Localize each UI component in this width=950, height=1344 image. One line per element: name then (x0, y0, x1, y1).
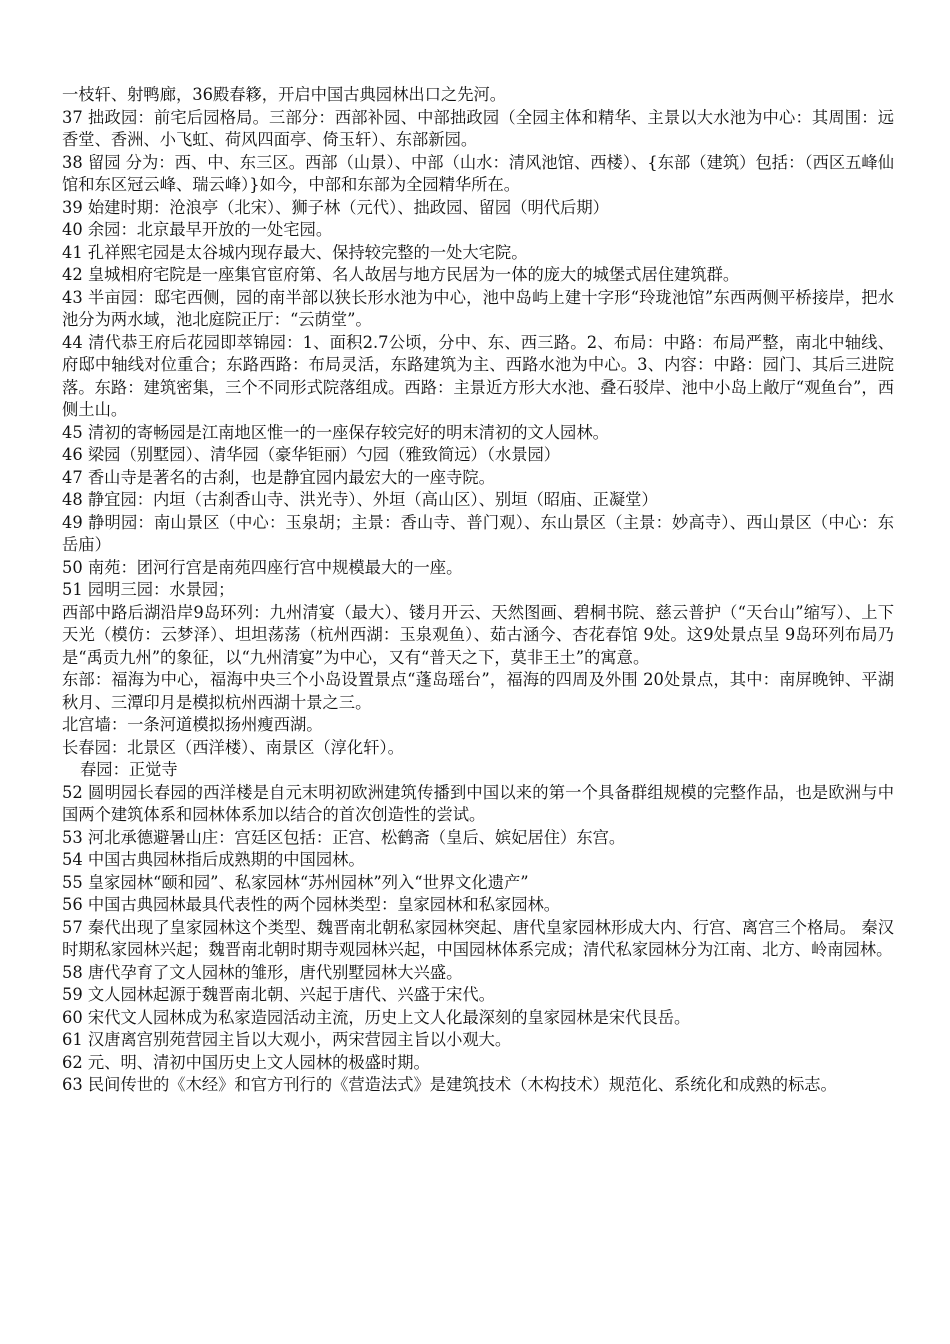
item-62-yuan-ming-qing: 62 元、明、清初中国历史上文人园林的极盛时期。 (62, 1052, 430, 1072)
item-49-jingming-garden: 49 静明园：南山景区（中心：玉泉胡；主景：香山寺、普门观）、东山景区（主景：妙高寺）、西山景区（中心：东岳庙） (62, 512, 894, 554)
item-50-nanyuan: 50 南苑：团河行宫是南苑四座行宫中规模最大的一座。 (62, 557, 463, 577)
item-38-liu-garden: 38 留园 分为：西、中、东三区。西部（山景）、中部（山水：清风池馆、西楼）、{东部（建筑）包括：（西区五峰仙馆和东区冠云峰、瑞云峰）}如今，中部和东部为全园精华所在。 (62, 152, 894, 194)
item-56-garden-types: 56 中国古典园林最具代表性的两个园林类型：皇家园林和私家园林。 (62, 895, 561, 914)
item-51-yuanming-gardens: 51 园明三园：水景园； (62, 580, 235, 599)
item-63-building-techniques: 63 民间传世的《木经》和官方刊行的《营造法式》是建筑技术（木构技术）规范化、系统化和成熟的标志。 (62, 1075, 837, 1094)
item-52-western-buildings: 52 圆明园长春园的西洋楼是自元末明初欧洲建筑传播到中国以来的第一个具备群组规模的完整作品，也是欧洲与中国两个建筑体系和园林体系加以结合的首次创造性的尝试。 (62, 782, 894, 824)
item-51-north-wall: 北宫墙：一条河道模拟扬州瘦西湖。 (62, 715, 323, 734)
item-45-jichang-garden: 45 清初的寄畅园是江南地区惟一的一座保存较完好的明末清初的文人园林。 (62, 422, 609, 442)
item-42-huangcheng-xiangfu: 42 皇城相府宅院是一座集官宦府第、名人故居与地方民居为一体的庞大的城堡式居住建筑群。 (62, 265, 740, 284)
item-51-west-section: 西部中路后湖沿岸9岛环列：九州清宴（最大）、镂月开云、天然图画、碧桐书院、慈云普护（“天台山”缩写）、上下天光（模仿：云梦泽）、坦坦荡荡（杭州西湖：玉泉观鱼）、茹古涵今、杏花春馆 9处。这9处景点呈 9岛环列布局乃是“禹贡九州”的象征，以“九州清宴”为中心，又有“普天之下，莫非王土”的寓意。 (62, 602, 894, 667)
item-55-world-heritage: 55 皇家园林“颐和园”、私家园林“苏州园林”列入“世界文化遗产” (62, 872, 529, 892)
item-53-chengde-resort: 53 河北承德避暑山庄：宫廷区包括：正宫、松鹤斋（皇后、嫔妃居住）东宫。 (62, 827, 626, 847)
item-51-east-section: 东部：福海为中心，福海中央三个小岛设置景点“蓬岛瑶台”，福海的四周及外围 20处景点，其中：南屏晚钟、平湖秋月、三潭印月是模拟杭州西湖十景之三。 (62, 670, 894, 712)
item-57-history: 57 秦代出现了皇家园林这个类型、魏晋南北朝私家园林突起、唐代皇家园林形成大内、行宫、离宫三个格局。 秦汉时期私家园林兴起；魏晋南北朝时期寺观园林兴起，中国园林体系完成；清代私家园林分为江南、北方、岭南园林。 (62, 917, 894, 959)
item-46-gardens: 46 梁园（别墅园）、清华园（豪华钜丽）勺园（雅致简远）（水景园） (62, 445, 561, 464)
item-40-yu-garden: 40 余园：北京最早开放的一处宅园。 (62, 220, 333, 239)
item-41-kong-xiangxi-garden: 41 孔祥熙宅园是太谷城内现存最大、保持较完整的一处大宅院。 (62, 242, 528, 262)
item-47-xiangshan-temple: 47 香山寺是著名的古刹，也是静宜园内最宏大的一座寺院。 (62, 467, 495, 487)
item-37-zhuozheng-garden: 37 拙政园：前宅后园格局。三部分：西部补园、中部拙政园（全园主体和精华、主景以大水池为中心：其周围：远香堂、香洲、小飞虹、荷风四面亭、倚玉轩）、东部新园。 (62, 107, 894, 149)
item-51-changchun-garden: 长春园：北景区（西洋楼）、南景区（淳化轩）。 (62, 737, 404, 757)
item-60-song-dynasty: 60 宋代文人园林成为私家造园活动主流，历史上文人化最深刻的皇家园林是宋代艮岳。 (62, 1007, 691, 1027)
item-39-founding-periods: 39 始建时期：沧浪亭（北宋）、狮子林（元代）、拙政园、留园（明代后期） (62, 197, 609, 217)
item-44-gongwangfu-garden: 44 清代恭王府后花园即萃锦园：1、面积2.7公顷，分中、东、西三路。2、布局：中路：布局严整，南北中轴线、府邸中轴线对位重合；东路西路：布局灵活，东路建筑为主、西路水池为中心。3、内容：中路：园门、其后三进院落。东路：建筑密集，三个不同形式院落组成。西路：主景近方形大水池、叠石驳岸、池中小岛上敞厅“观鱼台”，西侧土山。 (62, 332, 894, 419)
item-54-classical-gardens: 54 中国古典园林指后成熟期的中国园林。 (62, 850, 365, 869)
item-43-banmu-garden: 43 半亩园：邸宅西侧，园的南半部以狭长形水池为中心，池中岛屿上建十字形“玲珑池馆”东西两侧平桥接岸，把水池分为两水域，池北庭院正厅：“云荫堂”。 (62, 287, 894, 329)
item-51-chun-garden: 春园：正觉寺 (80, 760, 178, 779)
document-body (62, 84, 894, 1097)
item-48-jingyi-garden: 48 静宜园：内垣（古刹香山寺、洪光寺）、外垣（高山区）、别垣（昭庙、正凝堂） (62, 490, 658, 509)
text-line-1: 一枝轩、射鸭廊，36殿春簃，开启中国古典园林出口之先河。 (62, 85, 507, 104)
item-59-literati-gardens: 59 文人园林起源于魏晋南北朝、兴起于唐代、兴盛于宋代。 (62, 985, 495, 1004)
item-61-han-tang: 61 汉唐离宫别苑营园主旨以大观小，两宋营园主旨以小观大。 (62, 1030, 512, 1049)
item-58-tang-dynasty: 58 唐代孕育了文人园林的雏形，唐代别墅园林大兴盛。 (62, 962, 463, 982)
